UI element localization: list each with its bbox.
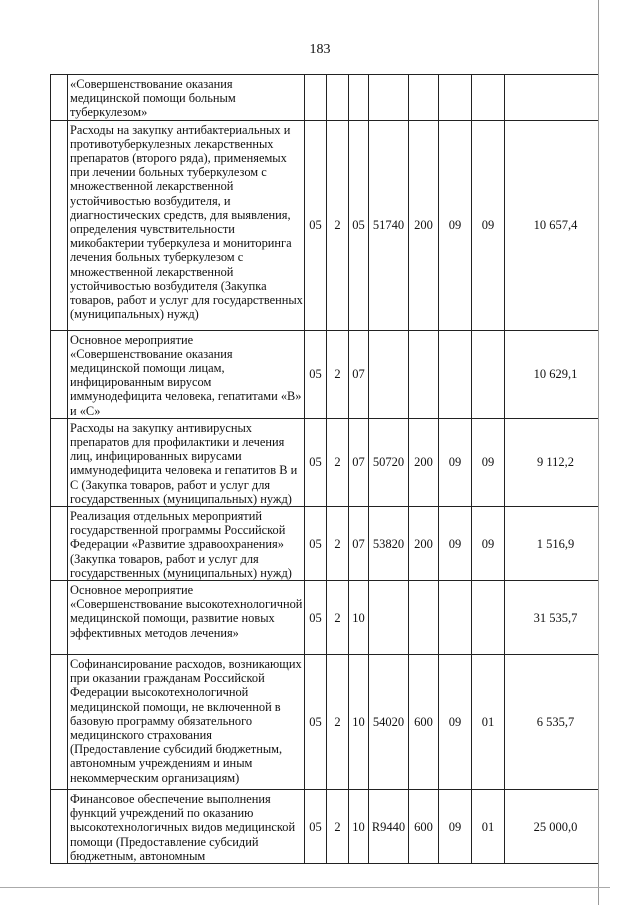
row-number-cell xyxy=(51,75,68,121)
row-number-cell xyxy=(51,418,68,506)
event-code-cell: 10 xyxy=(349,655,369,790)
section-code-cell: 05 xyxy=(305,120,327,330)
direction-code-cell xyxy=(369,581,409,655)
event-code-cell xyxy=(349,75,369,121)
scan-bottom-line xyxy=(0,887,610,888)
expense-type-code-cell: 600 xyxy=(409,655,439,790)
direction-code-cell: 51740 xyxy=(369,120,409,330)
expense-type-code-cell xyxy=(409,581,439,655)
description-cell: Основное мероприятие «Совершенствование оказания медицинской помощи лицам, инфицированным вирусом иммунодефицита человека, гепатитами «В» и «С» xyxy=(68,330,305,418)
event-code-cell: 07 xyxy=(349,418,369,506)
chapter-code-cell: 09 xyxy=(439,418,472,506)
event-code-cell: 10 xyxy=(349,790,369,864)
direction-code-cell xyxy=(369,330,409,418)
description-cell: «Совершенствование оказания медицинской помощи больным туберкулезом» xyxy=(68,75,305,121)
subsection-code-cell: 2 xyxy=(327,418,349,506)
subchapter-code-cell xyxy=(472,581,505,655)
description-cell: Расходы на закупку антивирусных препаратов для профилактики и лечения лиц, инфицированных вирусами иммунодефицита человека и гепатитов В и С (Закупка товаров, работ и услуг для государственных (муниципальных) нужд) xyxy=(68,418,305,506)
amount-cell: 10 657,4 xyxy=(505,120,599,330)
section-code-cell: 05 xyxy=(305,790,327,864)
subchapter-code-cell xyxy=(472,75,505,121)
direction-code-cell: 50720 xyxy=(369,418,409,506)
row-number-cell xyxy=(51,507,68,581)
scan-edge-line xyxy=(598,0,599,905)
amount-cell: 1 516,9 xyxy=(505,507,599,581)
row-number-cell xyxy=(51,655,68,790)
section-code-cell: 05 xyxy=(305,330,327,418)
direction-code-cell: 54020 xyxy=(369,655,409,790)
table-row xyxy=(51,507,599,581)
amount-cell xyxy=(505,75,599,121)
amount-cell: 10 629,1 xyxy=(505,330,599,418)
table-row xyxy=(51,790,599,864)
description-cell: Расходы на закупку антибактериальных и противотуберкулезных лекарственных препаратов (второго ряда), применяемых при лечении больных туберкулезом с множественной лекарственной устойчивостью возбудителя, и диагностических средств, для выявления, определения чувствительности микобактерии туберкулеза и мониторинга лечения больных туберкулезом с множественной лекарственной устойчивостью возбудителя (Закупка товаров, работ и услуг для государственных (муниципальных) нужд) xyxy=(68,120,305,330)
description-cell: Основное мероприятие «Совершенствование высокотехнологичной медицинской помощи, развитие новых эффективных методов лечения» xyxy=(68,581,305,655)
chapter-code-cell xyxy=(439,330,472,418)
amount-cell: 25 000,0 xyxy=(505,790,599,864)
subchapter-code-cell xyxy=(472,330,505,418)
chapter-code-cell: 09 xyxy=(439,507,472,581)
direction-code-cell: R9440 xyxy=(369,790,409,864)
event-code-cell: 07 xyxy=(349,507,369,581)
subchapter-code-cell: 09 xyxy=(472,418,505,506)
description-cell: Реализация отдельных мероприятий государственной программы Российской Федерации «Развитие здравоохранения» (Закупка товаров, работ и услуг для государственных (муниципальных) нужд) xyxy=(68,507,305,581)
row-number-cell xyxy=(51,330,68,418)
table-row xyxy=(51,418,599,506)
expense-type-code-cell: 200 xyxy=(409,418,439,506)
expense-type-code-cell xyxy=(409,330,439,418)
expense-type-code-cell xyxy=(409,75,439,121)
event-code-cell: 05 xyxy=(349,120,369,330)
expense-type-code-cell: 200 xyxy=(409,120,439,330)
subsection-code-cell: 2 xyxy=(327,120,349,330)
direction-code-cell: 53820 xyxy=(369,507,409,581)
amount-cell: 6 535,7 xyxy=(505,655,599,790)
row-number-cell xyxy=(51,120,68,330)
subchapter-code-cell: 01 xyxy=(472,790,505,864)
subsection-code-cell: 2 xyxy=(327,581,349,655)
row-number-cell xyxy=(51,581,68,655)
event-code-cell: 07 xyxy=(349,330,369,418)
budget-table xyxy=(50,74,599,864)
subsection-code-cell: 2 xyxy=(327,330,349,418)
subchapter-code-cell: 09 xyxy=(472,120,505,330)
table-row xyxy=(51,655,599,790)
description-cell: Софинансирование расходов, возникающих при оказании гражданам Российской Федерации высокотехнологичной медицинской помощи, не включенной в базовую программу обязательного медицинского страхования (Предоставление субсидий бюджетным, автономным учреждениям и иным некоммерческим организациям) xyxy=(68,655,305,790)
row-number-cell xyxy=(51,790,68,864)
event-code-cell: 10 xyxy=(349,581,369,655)
expense-type-code-cell: 600 xyxy=(409,790,439,864)
subsection-code-cell: 2 xyxy=(327,507,349,581)
section-code-cell: 05 xyxy=(305,655,327,790)
subchapter-code-cell: 01 xyxy=(472,655,505,790)
table-row xyxy=(51,330,599,418)
section-code-cell: 05 xyxy=(305,507,327,581)
page-number: 183 xyxy=(309,42,331,57)
subsection-code-cell xyxy=(327,75,349,121)
amount-cell: 9 112,2 xyxy=(505,418,599,506)
section-code-cell: 05 xyxy=(305,418,327,506)
table-row xyxy=(51,581,599,655)
chapter-code-cell xyxy=(439,75,472,121)
chapter-code-cell: 09 xyxy=(439,790,472,864)
chapter-code-cell xyxy=(439,581,472,655)
section-code-cell xyxy=(305,75,327,121)
table-row xyxy=(51,120,599,330)
description-cell: Финансовое обеспечение выполнения функций учреждений по оказанию высокотехнологичных видов медицинской помощи (Предоставление субсидий бюджетным, автономным xyxy=(68,790,305,864)
table-body xyxy=(51,75,599,864)
chapter-code-cell: 09 xyxy=(439,655,472,790)
amount-cell: 31 535,7 xyxy=(505,581,599,655)
subsection-code-cell: 2 xyxy=(327,790,349,864)
expense-type-code-cell: 200 xyxy=(409,507,439,581)
subsection-code-cell: 2 xyxy=(327,655,349,790)
section-code-cell: 05 xyxy=(305,581,327,655)
subchapter-code-cell: 09 xyxy=(472,507,505,581)
direction-code-cell xyxy=(369,75,409,121)
table-row xyxy=(51,75,599,121)
chapter-code-cell: 09 xyxy=(439,120,472,330)
